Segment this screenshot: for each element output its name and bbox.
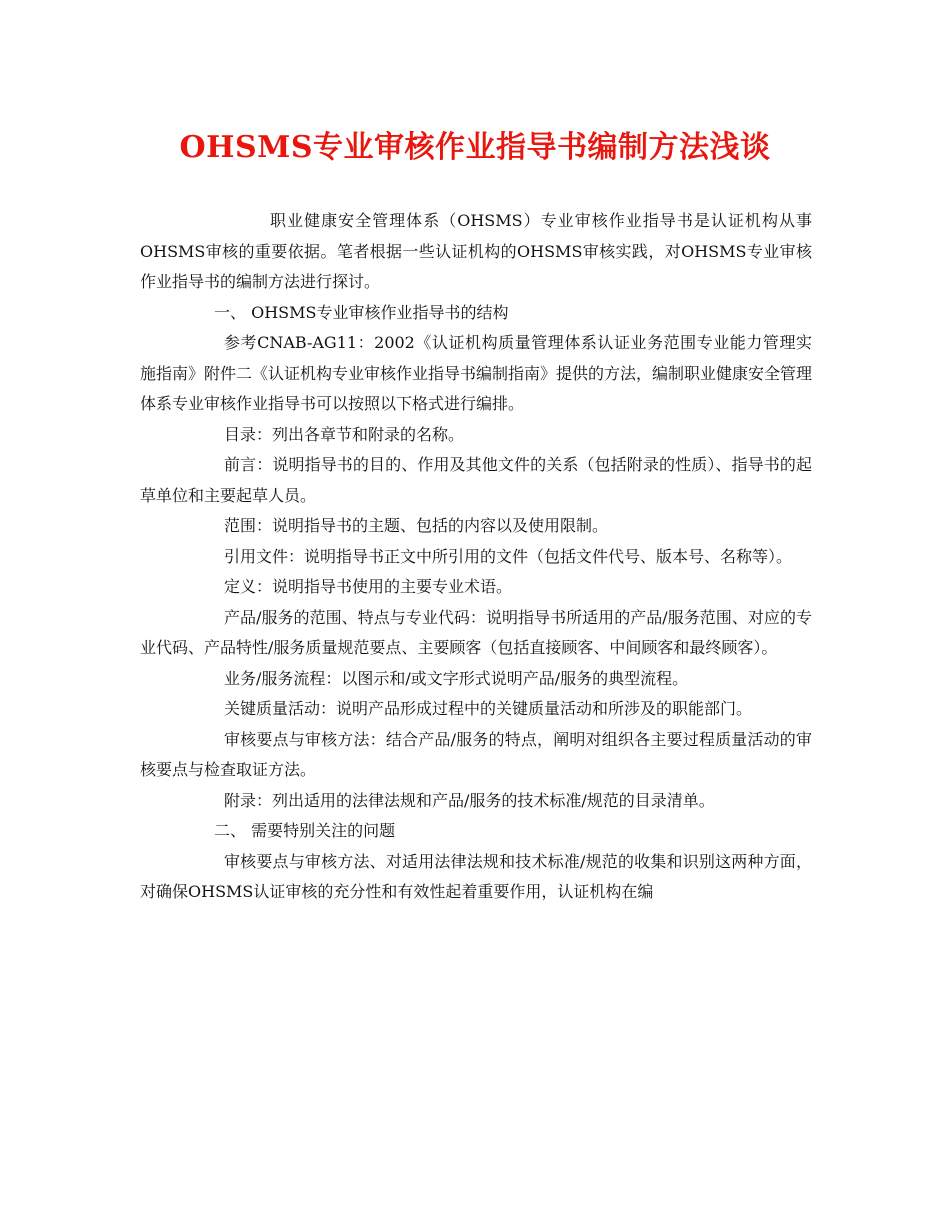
paragraph-reference: 参考CNAB-AG11：2002《认证机构质量管理体系认证业务范围专业能力管理实施指南》附件二《认证机构专业审核作业指导书编制指南》提供的方法，编制职业健康安全管理体系专业审核作业指导书可以按照以下格式进行编排。 — [140, 333, 813, 413]
paragraph-product-scope: 产品/服务的范围、特点与专业代码：说明指导书所适用的产品/服务范围、对应的专业代码、产品特性/服务质量规范要点、主要顾客（包括直接顾客、中间顾客和最终顾客）。 — [140, 607, 812, 657]
paragraph-business-flow: 业务/服务流程：以图示和/或文字形式说明产品/服务的典型流程。 — [224, 668, 689, 688]
section-heading-2: 二、 需要特别关注的问题 — [214, 821, 396, 840]
section-heading-1: 一、 OHSMS专业审核作业指导书的结构 — [214, 302, 509, 322]
paragraph-contents: 目录：列出各章节和附录的名称。 — [224, 424, 465, 444]
paragraph-special-attention: 审核要点与审核方法、对适用法律法规和技术标准/规范的收集和识别这两种方面，对确保OHSMS认证审核的充分性和有效性起着重要作用，认证机构在编 — [140, 851, 812, 901]
paragraph-appendix: 附录：列出适用的法律法规和产品/服务的技术标准/规范的目录清单。 — [224, 790, 715, 810]
paragraph-scope: 范围：说明指导书的主题、包括的内容以及使用限制。 — [224, 516, 609, 535]
paragraph-preface: 前言：说明指导书的目的、作用及其他文件的关系（包括附录的性质）、指导书的起草单位和主要起草人员。 — [140, 455, 812, 505]
paragraph-key-quality-activities: 关键质量活动：说明产品形成过程中的关键质量活动和所涉及的职能部门。 — [224, 699, 753, 718]
document-body — [140, 206, 812, 908]
paragraph-definitions: 定义：说明指导书使用的主要专业术语。 — [224, 577, 513, 596]
paragraph-audit-points: 审核要点与审核方法：结合产品/服务的特点，阐明对组织各主要过程质量活动的审核要点与检查取证方法。 — [140, 729, 812, 779]
document-title: OHSMS专业审核作业指导书编制方法浅谈 — [179, 130, 771, 165]
intro-paragraph: 职业健康安全管理体系（OHSMS）专业审核作业指导书是认证机构从事OHSMS审核的重要依据。笔者根据一些认证机构的OHSMS审核实践，对OHSMS专业审核作业指导书的编制方法进行探讨。 — [140, 211, 812, 291]
paragraph-cited-documents: 引用文件：说明指导书正文中所引用的文件（包括文件代号、版本号、名称等）。 — [224, 546, 793, 566]
